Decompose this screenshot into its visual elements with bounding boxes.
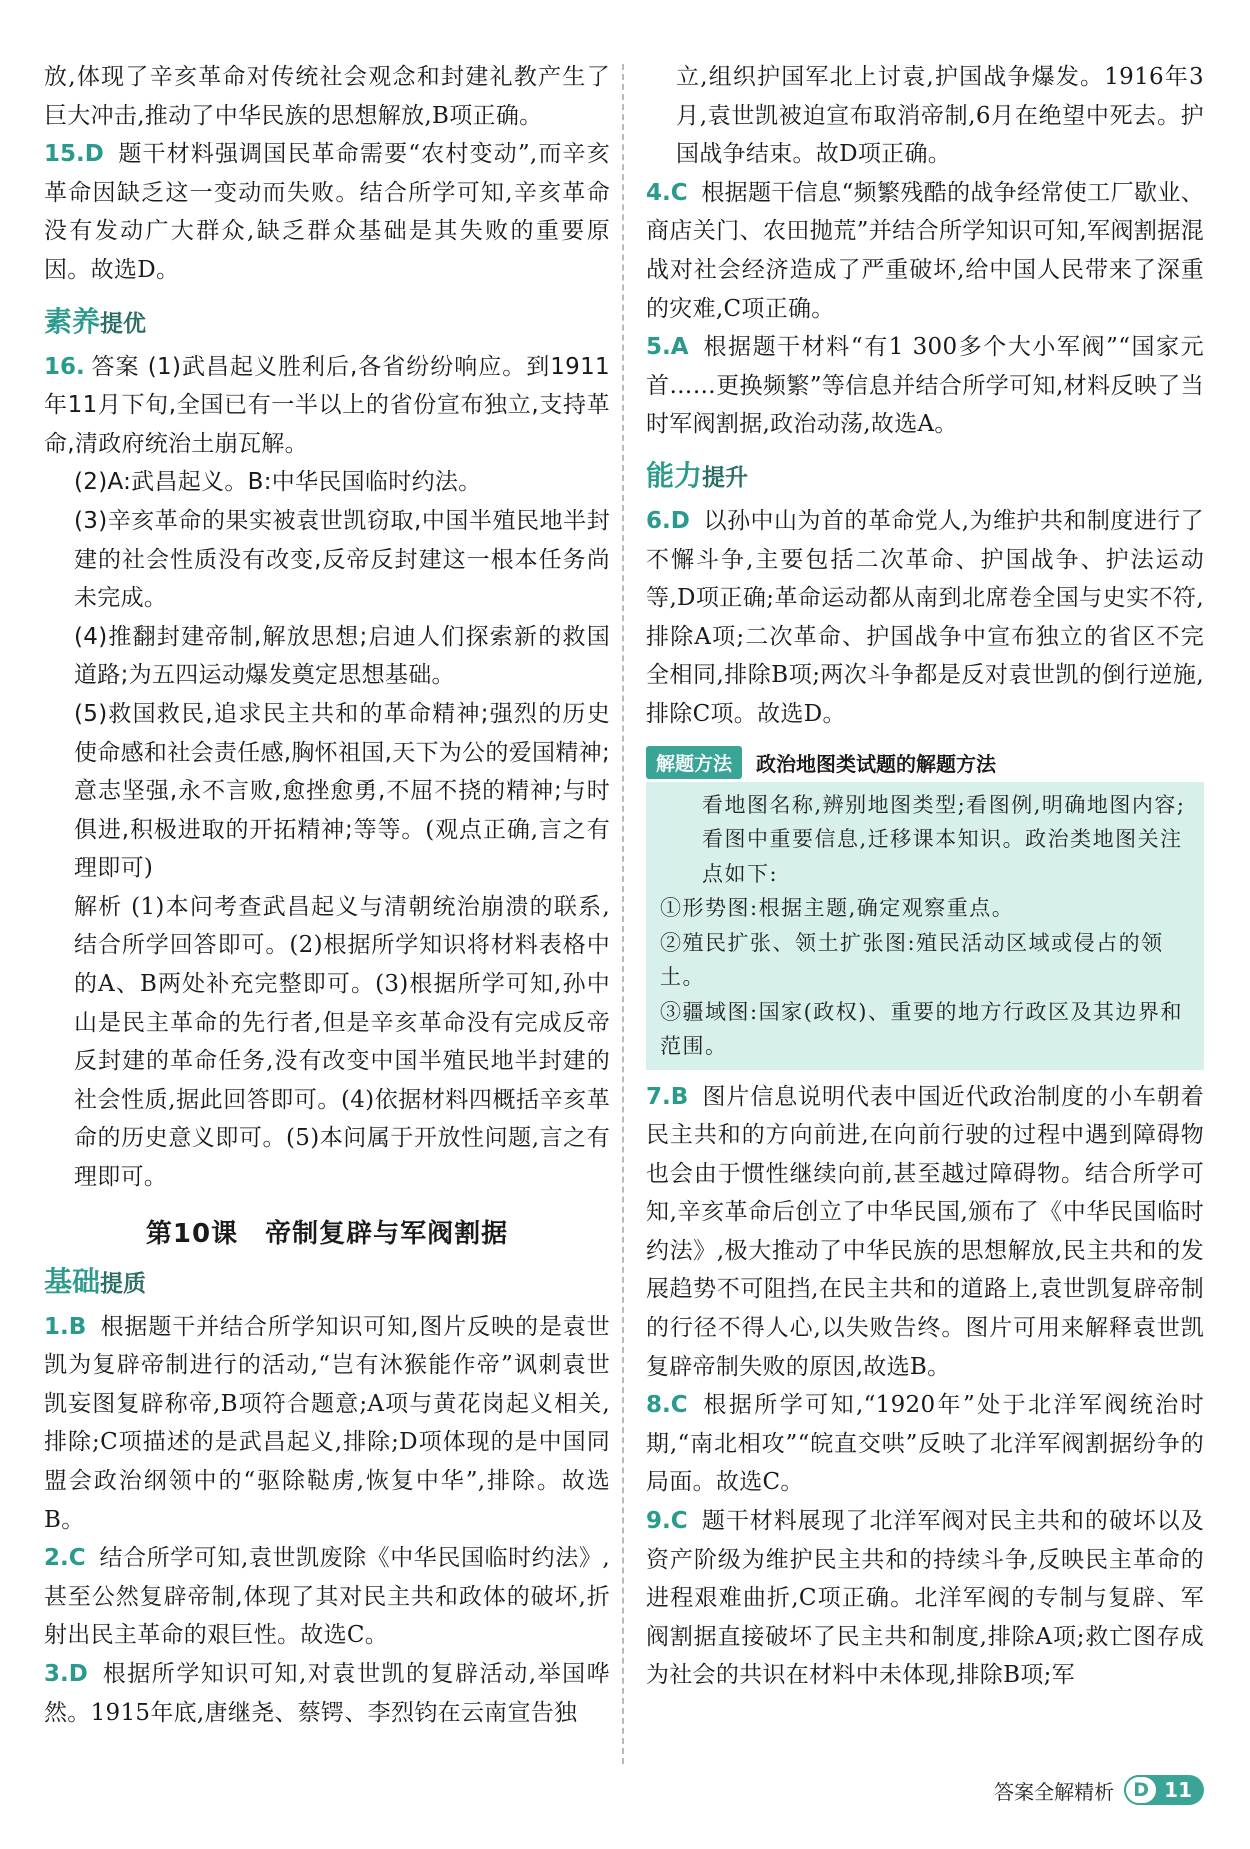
section-heading-sub: 提升 [702, 464, 749, 491]
answer-text: 根据所学可知,“1920年”处于北洋军阀统治时期,“南北相攻”“皖直交哄”反映了北洋军阀割据纷争的局面。故选C。 [646, 1392, 1204, 1496]
question-number: 7.B [646, 1083, 689, 1110]
answer-16 [44, 348, 610, 464]
answer-label: 答案 [90, 353, 140, 380]
answer-8 [646, 1386, 1204, 1502]
right-column [646, 58, 1204, 1695]
method-title: 政治地图类试题的解题方法 [756, 752, 997, 776]
question-number: 9.C [646, 1508, 688, 1535]
question-number: 4.C [646, 179, 688, 206]
answer-6 [646, 502, 1204, 734]
method-point-3: ③疆域图:国家(政权)、重要的地方行政区及其边界和范围。 [660, 999, 1183, 1058]
answer-part-5-text: (5)救国救民,追求民主共和的革命精神;强烈的历史使命感和社会责任感,胸怀祖国,天下为公的爱国精神;意志坚强,永不言败,愈挫愈勇,不屈不挠的精神;与时俱进,积极进取的开拓精神;等等。 [74, 700, 610, 843]
method-tag: 解题方法 [646, 746, 742, 779]
answer-9 [646, 1502, 1204, 1695]
answer-3-continued: 立,组织护国军北上讨袁,护国战争爆发。1916年3月,袁世凯被迫宣布取消帝制,6月在绝望中死去。护国战争结束。故D项正确。 [676, 64, 1204, 168]
question-number: 3.D [44, 1660, 88, 1687]
answer-part-5 [44, 695, 610, 888]
section-heading-sub: 提质 [100, 1270, 147, 1297]
answer-text: 根据所学知识可知,对袁世凯的复辟活动,举国哗然。1915年底,唐继尧、蔡锷、李烈钧在云南宣告独 [44, 1660, 610, 1726]
explanation-label: 解析 [74, 893, 123, 920]
answer-text: 图片信息说明代表中国近代政治制度的小车朝着民主共和的方向前进,在向前行驶的过程中遇到障碍物也会由于惯性继续向前,甚至越过障碍物。结合所学可知,辛亥革命后创立了中华民国,颁布了《中华民国临时约法》,极大推动了中华民族的思想解放,民主共和的发展趋势不可阻挡,在民主共和的道路上,袁世凯复辟帝制的行径不得人心,以失败告终。图片可用来解释袁世凯复辟帝制失败的原因,故选B。 [646, 1083, 1204, 1380]
page-number: 11 [1164, 1778, 1192, 1802]
section-heading-main: 基础 [44, 1264, 101, 1298]
question-number: 16. [44, 353, 85, 380]
answer-text: 根据题干信息“频繁残酷的战争经常使工厂歇业、商店关门、农田抛荒”并结合所学知识可知,军阀割据混战对社会经济造成了严重破坏,给中国人民带来了深重的灾难,C项正确。 [646, 179, 1204, 322]
question-number: 8.C [646, 1392, 688, 1419]
question-number: 6.D [646, 507, 690, 534]
page-badge [1124, 1775, 1204, 1805]
answer-5 [646, 328, 1204, 444]
intro-text: 放,体现了辛亥革命对传统社会观念和封建礼教产生了巨大冲击,推动了中华民族的思想解放,B项正确。 [44, 64, 610, 129]
section-heading-suyang [44, 302, 610, 342]
question-number: 1.B [44, 1313, 87, 1340]
method-point-2: ②殖民扩张、领土扩张图:殖民活动区域或侵占的领土。 [660, 930, 1164, 989]
method-header [646, 744, 1204, 782]
answer-part-2: (2)A:武昌起义。B:中华民国临时约法。 [74, 469, 482, 496]
answer-text: 根据题干并结合所学知识可知,图片反映的是袁世凯为复辟帝制进行的活动,“岂有沐猴能作帝”讽刺袁世凯妄图复辟称帝,B项符合题意;A项与黄花岗起义相关,排除;C项描述的是武昌起义,排除;D项体现的是中国同盟会政治纲领中的“驱除鞑虏,恢复中华”,排除。故选B。 [44, 1313, 610, 1533]
section-heading-sub: 提优 [100, 310, 147, 337]
answer-2 [44, 1539, 610, 1655]
answer-part-4: (4)推翻封建帝制,解放思想;启迪人们探索新的救国道路;为五四运动爆发奠定思想基础。 [74, 623, 610, 689]
question-number: 15.D [44, 141, 104, 168]
answer-15 [44, 135, 610, 289]
answer-text: 题干材料展现了北洋军阀对民主共和的破坏以及资产阶级为维护民主共和的持续斗争,反映民主革命的进程艰难曲折,C项正确。北洋军阀的专制与复辟、军阀割据直接破坏了民主共和制度,排除A项;救亡图存成为社会的共识在材料中未体现,排除B项;军 [646, 1508, 1204, 1689]
section-heading-jichu [44, 1262, 610, 1302]
answer-part-1: (1)武昌起义胜利后,各省纷纷响应。到1911年11月下旬,全国已有一半以上的省份宣布独立,支持革命,清政府统治土崩瓦解。 [44, 353, 610, 457]
method-body [646, 782, 1204, 1064]
section-heading-main: 素养 [44, 304, 101, 338]
question-number: 5.A [646, 334, 689, 361]
method-box [646, 744, 1204, 1070]
section-heading-main: 能力 [646, 458, 703, 492]
answer-7 [646, 1078, 1204, 1387]
page-footer [994, 1772, 1204, 1808]
column-divider [622, 64, 624, 1764]
section-heading-nengli [646, 456, 1204, 496]
answer-text: 结合所学可知,袁世凯废除《中华民国临时约法》,甚至公然复辟帝制,体现了其对民主共和政体的破坏,折射出民主革命的艰巨性。故选C。 [44, 1545, 610, 1649]
answer-4 [646, 174, 1204, 328]
lesson-title: 第10课 帝制复辟与军阀割据 [145, 1218, 509, 1249]
answer-part-3: (3)辛亥革命的果实被袁世凯窃取,中国半殖民地半封建的社会性质没有改变,反帝反封建这一根本任务尚未完成。 [74, 507, 610, 612]
answer-text: 根据题干材料“有1 300多个大小军阀”“国家元首……更换频繁”等信息并结合所学可知,材料反映了当时军阀割据,政治动荡,故选A。 [646, 334, 1204, 438]
explanation-16 [44, 888, 610, 1197]
badge-letter: D [1124, 1775, 1158, 1805]
explanation-text: (1)本问考查武昌起义与清朝统治崩溃的联系,结合所学回答即可。(2)根据所学知识将材料表格中的A、B两处补充完整即可。(3)根据所学可知,孙中山是民主革命的先行者,但是辛亥革命没有完成反帝反封建的革命任务,没有改变中国半殖民地半封建的社会性质,据此回答即可。(4)依据材料四概括辛亥革命的历史意义即可。(5)本问属于开放性问题,言之有理即可。 [74, 893, 610, 1191]
left-column [44, 58, 610, 1732]
method-paragraph: 看地图名称,辨别地图类型;看图例,明确地图内容;看图中重要信息,迁移课本知识。政治类地图关注点如下: [702, 792, 1186, 886]
answer-text: 以孙中山为首的革命党人,为维护共和制度进行了不懈斗争,主要包括二次革命、护国战争、护法运动等,D项正确;革命运动都从南到北席卷全国与史实不符,排除A项;二次革命、护国战争中宣布独立的省区不完全相同,排除B项;两次斗争都是反对袁世凯的倒行逆施,排除C项。故选D。 [646, 507, 1204, 727]
footer-label: 答案全解精析 [994, 1779, 1115, 1804]
question-number: 2.C [44, 1545, 86, 1572]
answer-part-5-note: (观点正确,言之有理即可) [74, 816, 610, 882]
method-point-1: ①形势图:根据主题,确定观察重点。 [660, 896, 1015, 920]
answer-3 [44, 1655, 610, 1732]
answer-text: 题干材料强调国民革命需要“农村变动”,而辛亥革命因缺乏这一变动而失败。结合所学可知,辛亥革命没有发动广大群众,缺乏群众基础是其失败的重要原因。故选D。 [44, 141, 610, 283]
answer-1 [44, 1308, 610, 1540]
